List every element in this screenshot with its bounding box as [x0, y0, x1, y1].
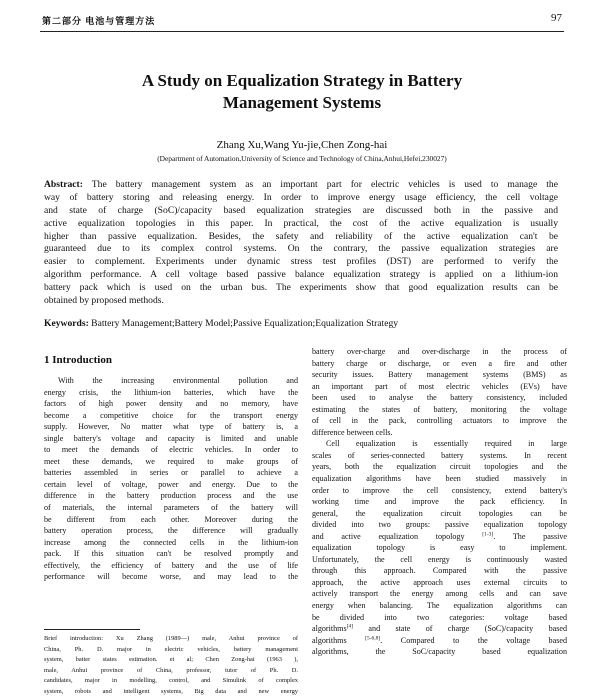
body-line: certain level of voltage, power and energy. Due to the: [44, 479, 298, 491]
body-line: and active equalization topology [1-3]. The passive: [312, 531, 567, 543]
keywords-label: Keywords:: [44, 318, 89, 329]
footnote-line: Brief introduction: Xu Zhang (1989—) male, Anhui province of: [44, 634, 298, 645]
body-line: of cell in the pack, controlling actuators to improve the: [312, 415, 567, 427]
body-line: order to improve the cell consistency, extend battery's: [312, 485, 567, 497]
body-line: actively transport the energy among cells and can save: [312, 588, 567, 600]
body-line: security issues. Battery management systems (BMS) as: [312, 369, 567, 381]
body-line: effectively, the efficiency of battery and the use of life: [44, 560, 298, 572]
abstract: [44, 179, 558, 308]
body-line: general, the equalization circuit topologies can be: [312, 508, 567, 520]
title-line: Management Systems: [40, 92, 564, 114]
abstract-line: and state of charge (SoC)/capacity based equalization strategies are discussed both in the passive and: [44, 205, 558, 218]
body-line: Unfortunately, the cell energy is continuously wasted: [312, 554, 567, 566]
body-line: Cell equalization is essentially required in large: [312, 438, 567, 450]
left-column: [44, 375, 298, 583]
body-line: performance will become worse, and may lead to the: [44, 571, 298, 583]
body-line: battery charge or discharge, or even a fire and other: [312, 358, 567, 370]
page-number: 97: [551, 12, 562, 24]
body-line: approach, the active approach uses external circuits to: [312, 577, 567, 589]
footnote-line: male, Anhui province of China, professor, tutor of Ph. D.: [44, 666, 298, 677]
citation: [4]: [347, 623, 353, 629]
citation: [1-3]: [482, 531, 493, 537]
body-line: been used to analyse the battery consistency, included: [312, 392, 567, 404]
footnote-rule: [44, 629, 140, 630]
body-line: algorithms[4] and state of charge (SoC)/capacity based: [312, 623, 567, 635]
body-line: energy crisis, the lithium-ion batteries, which have the: [44, 387, 298, 399]
body-line: algorithms, the SoC/capacity based equalization: [312, 646, 567, 658]
body-line: become a competitive choice for the transport energy: [44, 410, 298, 422]
authors: Zhang Xu,Wang Yu-jie,Chen Zong-hai: [40, 139, 564, 151]
keywords-text: Battery Management;Battery Model;Passive Equalization;Equalization Strategy: [89, 318, 398, 329]
body-line: estimating the states of battery, monitoring the voltage: [312, 404, 567, 416]
body-line: increase among the connected cells in the lithium-ion: [44, 537, 298, 549]
body-line: of materials, the internal parameters of the battery will: [44, 502, 298, 514]
body-line: be different from each other. Moreover during the: [44, 514, 298, 526]
body-line: difference between cells.: [312, 427, 567, 439]
title-line: A Study on Equalization Strategy in Battery: [40, 70, 564, 92]
body-line: battery over-charge and over-discharge in the process of: [312, 346, 567, 358]
body-line: difference in the battery production process and the use: [44, 490, 298, 502]
body-line: batteries assembled in series or parallel to achieve a: [44, 467, 298, 479]
abstract-line: Abstract: The battery management system as an important part for electric vehicles is used to manage the: [44, 179, 558, 192]
abstract-line: algorithm performance. A cell voltage based passive balance equalization strategy is applied on a lithium-ion: [44, 269, 558, 282]
header-rule: [40, 31, 564, 32]
footnote-line: China, Ph. D. major in electric vehicles, battery management: [44, 645, 298, 656]
body-line: through this approach. Compared with the passive: [312, 565, 567, 577]
body-line: battery operation process, the difference will gradually: [44, 525, 298, 537]
body-line: factors of high power density and no memory, have: [44, 398, 298, 410]
body-line: meet these demands, we required to make groups of: [44, 456, 298, 468]
footnote: [44, 634, 298, 697]
body-line: With the increasing environmental pollution and: [44, 375, 298, 387]
abstract-line: obtained by proposed methods.: [44, 295, 558, 308]
footnote-line: system, batter states estimation. et al; Chen Zong-hai (1963 ),: [44, 655, 298, 666]
running-head: 第二部分 电池与管理方法: [42, 14, 155, 27]
body-line: single battery's voltage and capacity is limited and unable: [44, 433, 298, 445]
body-line: equalization algorithms have been studied massively in: [312, 473, 567, 485]
body-line: to meet the demands of electric vehicles. In order to: [44, 444, 298, 456]
abstract-line: battery pack which is used on the urban bus. The experiments show that good equalization results can be: [44, 282, 558, 295]
body-line: years, both the equalization circuit topologies and the: [312, 461, 567, 473]
affiliation: (Department of Automation,University of Science and Technology of China,Anhui,Hefei,230027): [40, 154, 564, 163]
body-line: working time and improve the pack efficiency. In: [312, 496, 567, 508]
section-heading: 1 Introduction: [44, 354, 112, 366]
body-line: supply. However, No matter what type of battery is, a: [44, 421, 298, 433]
abstract-label: Abstract:: [44, 179, 83, 190]
body-line: algorithms [5-6,8]. Compared to the voltage based: [312, 635, 567, 647]
citation: [5-6,8]: [365, 635, 380, 641]
keywords: [44, 318, 398, 329]
footnote-line: candidates, major in modelling, control, and Simulink of complex: [44, 676, 298, 687]
right-column: [312, 346, 567, 658]
abstract-line: guaranteed due to its complex control systems. On the contrary, the passive equalization strategies are: [44, 243, 558, 256]
body-line: equalization topology is easy to implement.: [312, 542, 567, 554]
body-line: be divided into two categories: voltage based: [312, 612, 567, 624]
body-line: an important part of most electric vehicles (EVs) have: [312, 381, 567, 393]
abstract-line: way of battery storing and releasing energy. In order to improve energy usage efficiency, the cell voltage: [44, 192, 558, 205]
body-line: energy when balancing. The equalization algorithms can: [312, 600, 567, 612]
abstract-line: active equalization topologies in this paper. In practical, the cost of the active equalization is usually: [44, 218, 558, 231]
paper-title: [40, 70, 564, 114]
abstract-line: easier to complement. Experiments under dynamic stress test profiles (DST) are performed to verify the: [44, 256, 558, 269]
footnote-line: system, robots and intelligent systems, Big data and new energy: [44, 687, 298, 697]
body-line: pack. If this situation can't be resolved promptly and: [44, 548, 298, 560]
body-line: scales of series-connected battery systems. In recent: [312, 450, 567, 462]
abstract-line: higher than passive equalization. Besides, the safety and reliability of the active equalization can't be: [44, 231, 558, 244]
body-line: divided into two groups: passive equalization topology: [312, 519, 567, 531]
